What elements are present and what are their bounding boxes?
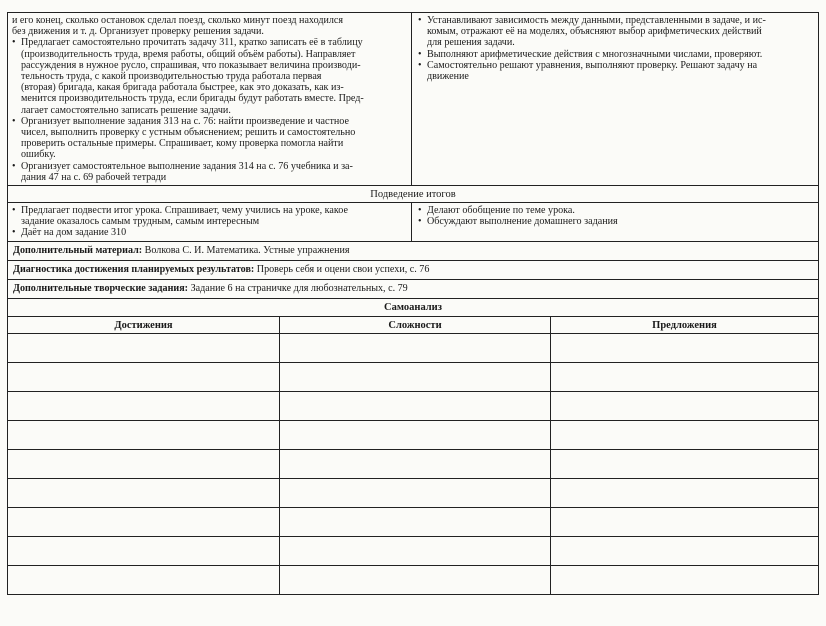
difficulties-cell[interactable] xyxy=(280,334,551,363)
upper-left-line: чисел, выполнить проверку с устным объяснением; решить и самостоятельно xyxy=(21,127,356,139)
suggestions-cell[interactable] xyxy=(551,537,818,566)
extra-material-text: Волкова С. И. Математика. Устные упражнения xyxy=(144,244,350,256)
upper-left-line: рассуждения в нужное русло, спрашивая, что показывает величина производи- xyxy=(21,59,361,71)
difficulties-cell[interactable] xyxy=(280,392,551,421)
upper-left-line: (вторая) бригада, какая бригада работала быстрее, как это доказать, как из- xyxy=(21,82,344,94)
suggestions-cell[interactable] xyxy=(551,392,818,421)
creative-tasks-row xyxy=(8,280,818,299)
upper-left-line: проверить остальные примеры. Спрашивает, кому проверка помогла найти xyxy=(21,138,344,150)
upper-left-line: (производительность труда, время работы, общий объём работы). Направляет xyxy=(21,48,356,60)
student-activities-cell xyxy=(412,13,818,185)
summary-section-title: Подведение итогов xyxy=(8,186,818,203)
suggestions-cell[interactable] xyxy=(551,421,818,450)
upper-left-line: лагает самостоятельно записать решение задачи. xyxy=(21,104,231,116)
achievements-cell[interactable] xyxy=(8,334,280,363)
achievements-cell[interactable] xyxy=(8,537,280,566)
summary-right-item xyxy=(418,216,813,227)
creative-tasks-text: Задание 6 на страничке для любознательных, с. 79 xyxy=(190,282,408,294)
upper-left-line: и его конец, сколько остановок сделал поезд, сколько минут поезд находился xyxy=(12,15,344,26)
upper-right-item xyxy=(418,15,813,49)
summary-left-line: • Предлагает подвести итог урока. Спрашивает, чему учились на уроке, какое xyxy=(21,205,348,217)
upper-left-line: • Предлагает самостоятельно прочитать задачу 311, кратко записать её в таблицу xyxy=(21,37,363,49)
suggestions-cell[interactable] xyxy=(551,479,818,508)
summary-left-line: задание оказалось самым трудным, самым интересным xyxy=(21,216,260,228)
upper-left-line: без движения и т. д. Организует проверку решения задачи. xyxy=(12,26,264,38)
achievements-cell[interactable] xyxy=(8,479,280,508)
summary-right-line: • Делают обобщение по теме урока. xyxy=(427,205,575,217)
creative-tasks-label: Дополнительные творческие задания: xyxy=(13,282,189,294)
difficulties-cell[interactable] xyxy=(280,450,551,479)
summary-left-line: • Даёт на дом задание 310 xyxy=(21,227,127,239)
achievements-cell[interactable] xyxy=(8,566,280,594)
activities-row xyxy=(8,13,818,186)
summary-left-item xyxy=(12,205,407,227)
self-analysis-header-achievements: Достижения xyxy=(8,317,280,334)
extra-material-row xyxy=(8,242,818,261)
difficulties-cell[interactable] xyxy=(280,421,551,450)
upper-left-line: дания 47 на с. 69 рабочей тетради xyxy=(21,171,167,183)
summary-left-item xyxy=(12,227,407,238)
upper-left-item xyxy=(12,15,407,37)
extra-material-label: Дополнительный материал: xyxy=(13,244,143,256)
upper-right-line: • Самостоятельно решают уравнения, выполняют проверку. Решают задачу на xyxy=(427,59,758,71)
upper-right-line: • Устанавливают зависимость между данными, представленными в задаче, и ис- xyxy=(427,15,766,26)
achievements-cell[interactable] xyxy=(8,392,280,421)
upper-right-line: • Выполняют арифметические действия с многозначными числами, проверяют. xyxy=(427,48,763,60)
upper-left-line: менится производительность труда, если бригады будут работать вместе. Пред- xyxy=(21,93,364,105)
summary-right-item xyxy=(418,205,813,216)
suggestions-cell[interactable] xyxy=(551,334,818,363)
diagnostics-row xyxy=(8,261,818,280)
diagnostics-text: Проверь себя и оцени свои успехи, с. 76 xyxy=(256,263,430,275)
upper-left-item xyxy=(12,116,407,161)
achievements-cell[interactable] xyxy=(8,421,280,450)
self-analysis-title: Самоанализ xyxy=(8,299,818,317)
self-analysis-grid xyxy=(8,317,818,594)
upper-right-line: для решения задачи. xyxy=(427,37,515,49)
table-border xyxy=(7,12,819,595)
difficulties-cell[interactable] xyxy=(280,479,551,508)
suggestions-cell[interactable] xyxy=(551,508,818,537)
summary-teacher-cell xyxy=(8,203,412,241)
summary-student-cell xyxy=(412,203,818,241)
suggestions-cell[interactable] xyxy=(551,450,818,479)
upper-left-line: • Организует самостоятельное выполнение задания 314 на с. 76 учебника и за- xyxy=(21,160,353,172)
upper-right-item xyxy=(418,49,813,60)
upper-right-line: комым, отражают её на моделях, объясняют выбор арифметических действий xyxy=(427,26,762,38)
difficulties-cell[interactable] xyxy=(280,363,551,392)
lesson-plan-table xyxy=(7,12,819,595)
difficulties-cell[interactable] xyxy=(280,537,551,566)
suggestions-cell[interactable] xyxy=(551,566,818,594)
difficulties-cell[interactable] xyxy=(280,566,551,594)
suggestions-cell[interactable] xyxy=(551,363,818,392)
upper-left-item xyxy=(12,37,407,115)
achievements-cell[interactable] xyxy=(8,450,280,479)
upper-left-line: тельность труда, с какой производительностью труда работала первая xyxy=(21,71,322,83)
difficulties-cell[interactable] xyxy=(280,508,551,537)
achievements-cell[interactable] xyxy=(8,363,280,392)
upper-right-line: движение xyxy=(427,71,469,83)
summary-row xyxy=(8,203,818,242)
achievements-cell[interactable] xyxy=(8,508,280,537)
self-analysis-header-difficulties: Сложности xyxy=(280,317,551,334)
upper-left-line: ошибку. xyxy=(21,149,56,161)
diagnostics-label: Диагностика достижения планируемых результатов: xyxy=(13,263,255,275)
upper-left-line: • Организует выполнение задания 313 на с. 76: найти произведение и частное xyxy=(21,115,349,127)
summary-right-line: • Обсуждают выполнение домашнего задания xyxy=(427,216,618,228)
upper-left-item xyxy=(12,161,407,183)
upper-right-item xyxy=(418,60,813,82)
teacher-activities-cell xyxy=(8,13,412,185)
self-analysis-header-suggestions: Предложения xyxy=(551,317,818,334)
